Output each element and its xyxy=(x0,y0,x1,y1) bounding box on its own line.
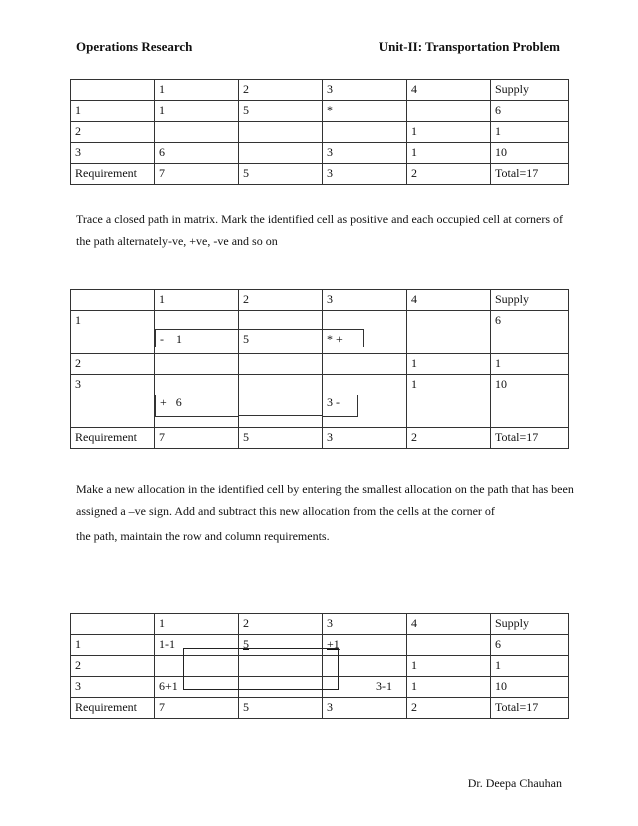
table-cell: 3 xyxy=(71,375,155,428)
table-cell: 6 xyxy=(491,635,569,656)
header-unit: Unit-II: Transportation Problem xyxy=(378,39,560,54)
table-cell: +1 xyxy=(323,635,407,656)
table-row xyxy=(71,122,569,143)
table-cell: Supply xyxy=(491,80,569,101)
table-row xyxy=(71,375,569,428)
table-cell: 2 xyxy=(239,80,323,101)
table-cell: 2 xyxy=(407,698,491,719)
allocation-value: 5 xyxy=(243,332,249,346)
table-cell xyxy=(323,122,407,143)
table-cell xyxy=(71,80,155,101)
path-corner-cell xyxy=(155,395,238,417)
table-cell: 3 xyxy=(323,698,407,719)
table-cell: 7 xyxy=(155,164,239,185)
table-cell: 1 xyxy=(491,656,569,677)
table-cell: 3 xyxy=(71,143,155,164)
table-cell: 1 xyxy=(71,101,155,122)
instruction-trace-path: Trace a closed path in matrix. Mark the identified cell as positive and each occupied cell at corners of the path alternately-ve, +ve, -ve and so on xyxy=(76,212,564,248)
leaving-cell-mark: 3 - xyxy=(327,395,340,409)
table-cell: Supply xyxy=(491,614,569,635)
table-cell: 10 xyxy=(491,375,569,428)
table-cell: 1 xyxy=(71,635,155,656)
table-cell xyxy=(239,311,323,354)
table-cell: 10 xyxy=(491,677,569,698)
table-cell: 6 xyxy=(491,311,569,354)
table-cell: 1 xyxy=(407,354,491,375)
table-cell: 3 xyxy=(323,143,407,164)
table-header-row xyxy=(71,614,569,635)
table-cell xyxy=(155,375,239,428)
table-cell: 6+1 xyxy=(155,677,239,698)
table-cell xyxy=(323,375,407,428)
table-row xyxy=(71,354,569,375)
table-cell: 7 xyxy=(155,428,239,449)
table-cell xyxy=(71,290,155,311)
table-cell: 2 xyxy=(71,354,155,375)
table-cell xyxy=(239,375,323,428)
header-course: Operations Research xyxy=(76,39,193,54)
table-cell: 3 xyxy=(323,428,407,449)
table-cell: 2 xyxy=(71,656,155,677)
table-cell: 3 xyxy=(323,614,407,635)
table-cell: 1 xyxy=(407,143,491,164)
entering-cell-mark: * + xyxy=(327,332,343,346)
instruction-new-allocation: Make a new allocation in the identified cell by entering the smallest allocation on the path that has been assigned a –ve sign. Add and subtract this new allocation from the cells at the corner of xyxy=(76,482,574,518)
table-cell: 3 xyxy=(71,677,155,698)
table-cell: Total=17 xyxy=(491,698,569,719)
table-cell: 5 xyxy=(239,698,323,719)
table-cell xyxy=(323,311,407,354)
table-cell: 1 xyxy=(155,290,239,311)
path-segment xyxy=(239,329,322,347)
table-cell: 2 xyxy=(239,614,323,635)
path-corner-cell xyxy=(323,395,358,417)
table-cell: 5 xyxy=(239,164,323,185)
table-cell xyxy=(155,122,239,143)
table-cell xyxy=(407,635,491,656)
table-cell xyxy=(407,101,491,122)
table-cell xyxy=(239,143,323,164)
table-cell: Requirement xyxy=(71,428,155,449)
table-cell: Total=17 xyxy=(491,164,569,185)
table-cell xyxy=(239,354,323,375)
table-cell: 1 xyxy=(155,101,239,122)
table-cell: 1 xyxy=(71,311,155,354)
table-cell: 10 xyxy=(491,143,569,164)
table-cell: 2 xyxy=(239,290,323,311)
table-cell: 6 xyxy=(491,101,569,122)
table-cell: 5 xyxy=(239,428,323,449)
table-cell xyxy=(155,311,239,354)
table-cell: * xyxy=(323,101,407,122)
table-cell: 1 xyxy=(155,614,239,635)
table-cell: 6 xyxy=(155,143,239,164)
table-cell: 1-1 xyxy=(155,635,239,656)
table-cell: Supply xyxy=(491,290,569,311)
closed-path-outline xyxy=(183,648,339,690)
table-cell: 1 xyxy=(407,122,491,143)
table-cell xyxy=(407,311,491,354)
table-cell: 4 xyxy=(407,614,491,635)
path-sign: - xyxy=(160,332,164,346)
table-cell: 3 xyxy=(323,164,407,185)
table-row xyxy=(71,101,569,122)
table-cell: 1 xyxy=(491,354,569,375)
author-footer: Dr. Deepa Chauhan xyxy=(467,776,562,790)
path-corner-cell xyxy=(323,329,364,347)
table-cell: 3 xyxy=(323,80,407,101)
table-header-row xyxy=(71,80,569,101)
table-cell: 1 xyxy=(407,677,491,698)
table-cell: Total=17 xyxy=(491,428,569,449)
table-cell: 4 xyxy=(407,80,491,101)
table-cell: 3 xyxy=(323,290,407,311)
instruction-maintain-requirements: the path, maintain the row and column requirements. xyxy=(76,529,330,543)
table-cell: 5 xyxy=(239,101,323,122)
table-row xyxy=(71,698,569,719)
allocation-value: 6 xyxy=(175,395,182,409)
table-row xyxy=(71,311,569,354)
table-cell: 1 xyxy=(407,375,491,428)
path-sign: + xyxy=(160,395,167,409)
table-header-row xyxy=(71,290,569,311)
table-cell: 1 xyxy=(407,656,491,677)
table-initial-allocation xyxy=(70,79,569,185)
table-cell xyxy=(323,354,407,375)
table-cell xyxy=(155,354,239,375)
table-closed-path xyxy=(70,289,569,449)
table-row xyxy=(71,143,569,164)
table-cell: 3-1 xyxy=(323,677,407,698)
path-corner-cell xyxy=(155,329,238,347)
table-row xyxy=(71,164,569,185)
table-cell: 1 xyxy=(155,80,239,101)
table-cell: 2 xyxy=(407,164,491,185)
table-cell: 2 xyxy=(71,122,155,143)
table-cell: Requirement xyxy=(71,164,155,185)
table-cell: 4 xyxy=(407,290,491,311)
table-cell: Requirement xyxy=(71,698,155,719)
table-row xyxy=(71,428,569,449)
path-segment xyxy=(239,395,322,416)
table-cell: 5 xyxy=(239,635,323,656)
table-cell: 1 xyxy=(491,122,569,143)
table-cell xyxy=(71,614,155,635)
table-cell: 2 xyxy=(407,428,491,449)
table-cell xyxy=(239,122,323,143)
allocation-value: 1 xyxy=(176,332,182,346)
table-cell: 7 xyxy=(155,698,239,719)
